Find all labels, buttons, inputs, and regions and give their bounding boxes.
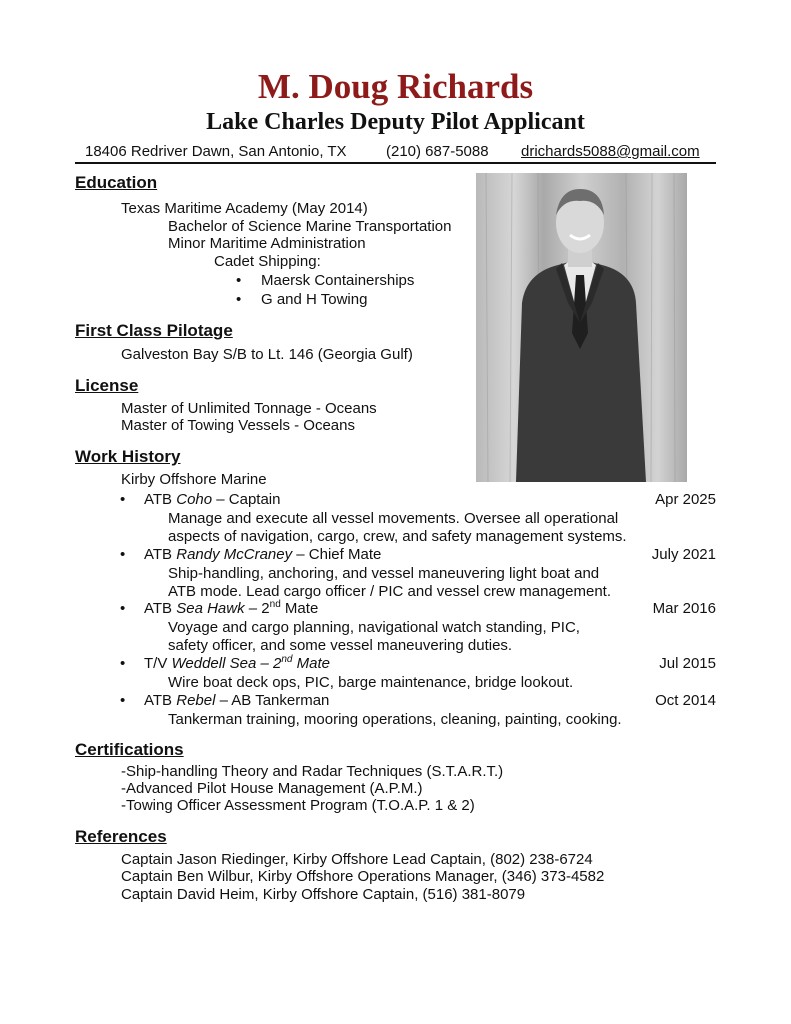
job-title: ATB Sea Hawk – 2nd Mate [144, 599, 319, 617]
job-description: Wire boat deck ops, PIC, barge maintenance, bridge lookout. [168, 674, 574, 691]
job-description: ATB mode. Lead cargo officer / PIC and vessel crew management. [168, 583, 611, 600]
job-description: Ship-handling, anchoring, and vessel maneuvering light boat and [168, 565, 600, 582]
job-date: Jul 2015 [659, 655, 716, 672]
bullet-icon: • [120, 655, 126, 672]
cadet-shipping-label: Cadet Shipping: [214, 253, 321, 270]
job-description: safety officer, and some vessel maneuvering duties. [168, 637, 513, 654]
bullet-icon: • [236, 291, 242, 308]
bullet-icon: • [236, 272, 242, 289]
education-degree: Bachelor of Science Marine Transportation [168, 218, 452, 235]
job-title: ATB Coho – Captain [144, 491, 281, 508]
applicant-photo [476, 173, 687, 482]
contact-email-link[interactable]: drichards5088@gmail.com [521, 143, 700, 160]
reference-item: Captain David Heim, Kirby Offshore Captain, (516) 381-8079 [121, 886, 526, 903]
reference-item: Captain Jason Riedinger, Kirby Offshore Lead Captain, (802) 238-6724 [121, 851, 593, 868]
job-description: aspects of navigation, cargo, crew, and safety management systems. [168, 528, 627, 545]
job-title: ATB Rebel – AB Tankerman [144, 692, 330, 709]
contact-phone: (210) 687-5088 [386, 143, 489, 160]
job-date: Oct 2014 [655, 692, 716, 709]
job-title: ATB Randy McCraney – Chief Mate [144, 546, 382, 563]
job-description: Tankerman training, mooring operations, cleaning, painting, cooking. [168, 711, 622, 728]
job-date: Apr 2025 [655, 491, 716, 508]
job-description: Voyage and cargo planning, navigational watch standing, PIC, [168, 619, 580, 636]
work-heading: Work History [75, 447, 181, 466]
job-title: T/V Weddell Sea – 2nd Mate [144, 654, 330, 672]
certifications-heading: Certifications [75, 740, 184, 759]
cadet-item: Maersk Containerships [261, 272, 415, 289]
bullet-icon: • [120, 546, 126, 563]
applicant-name: M. Doug Richards [257, 67, 534, 106]
license-heading: License [75, 376, 139, 395]
education-school: Texas Maritime Academy (May 2014) [121, 200, 368, 217]
contact-address: 18406 Redriver Dawn, San Antonio, TX [85, 143, 347, 160]
work-company: Kirby Offshore Marine [121, 471, 267, 488]
bullet-icon: • [120, 491, 126, 508]
cadet-item: G and H Towing [261, 291, 368, 308]
education-heading: Education [75, 173, 158, 192]
job-date: Mar 2016 [652, 600, 716, 617]
pilotage-route: Galveston Bay S/B to Lt. 146 (Georgia Gulf) [121, 346, 413, 363]
certification-item: -Towing Officer Assessment Program (T.O.A.P. 1 & 2) [121, 797, 475, 814]
applicant-subtitle: Lake Charles Deputy Pilot Applicant [206, 109, 585, 135]
license-item: Master of Towing Vessels - Oceans [121, 417, 355, 434]
job-date: July 2021 [651, 546, 716, 563]
education-minor: Minor Maritime Administration [168, 235, 366, 252]
reference-item: Captain Ben Wilbur, Kirby Offshore Operations Manager, (346) 373-4582 [121, 868, 605, 885]
bullet-icon: • [120, 600, 126, 617]
job-description: Manage and execute all vessel movements. Oversee all operational [168, 510, 619, 527]
references-heading: References [75, 827, 167, 846]
bullet-icon: • [120, 692, 126, 709]
license-item: Master of Unlimited Tonnage - Oceans [121, 400, 377, 417]
header-divider [75, 162, 716, 164]
certification-item: -Ship-handling Theory and Radar Techniques (S.T.A.R.T.) [121, 763, 504, 780]
certification-item: -Advanced Pilot House Management (A.P.M.) [121, 780, 423, 797]
pilotage-heading: First Class Pilotage [75, 321, 233, 340]
